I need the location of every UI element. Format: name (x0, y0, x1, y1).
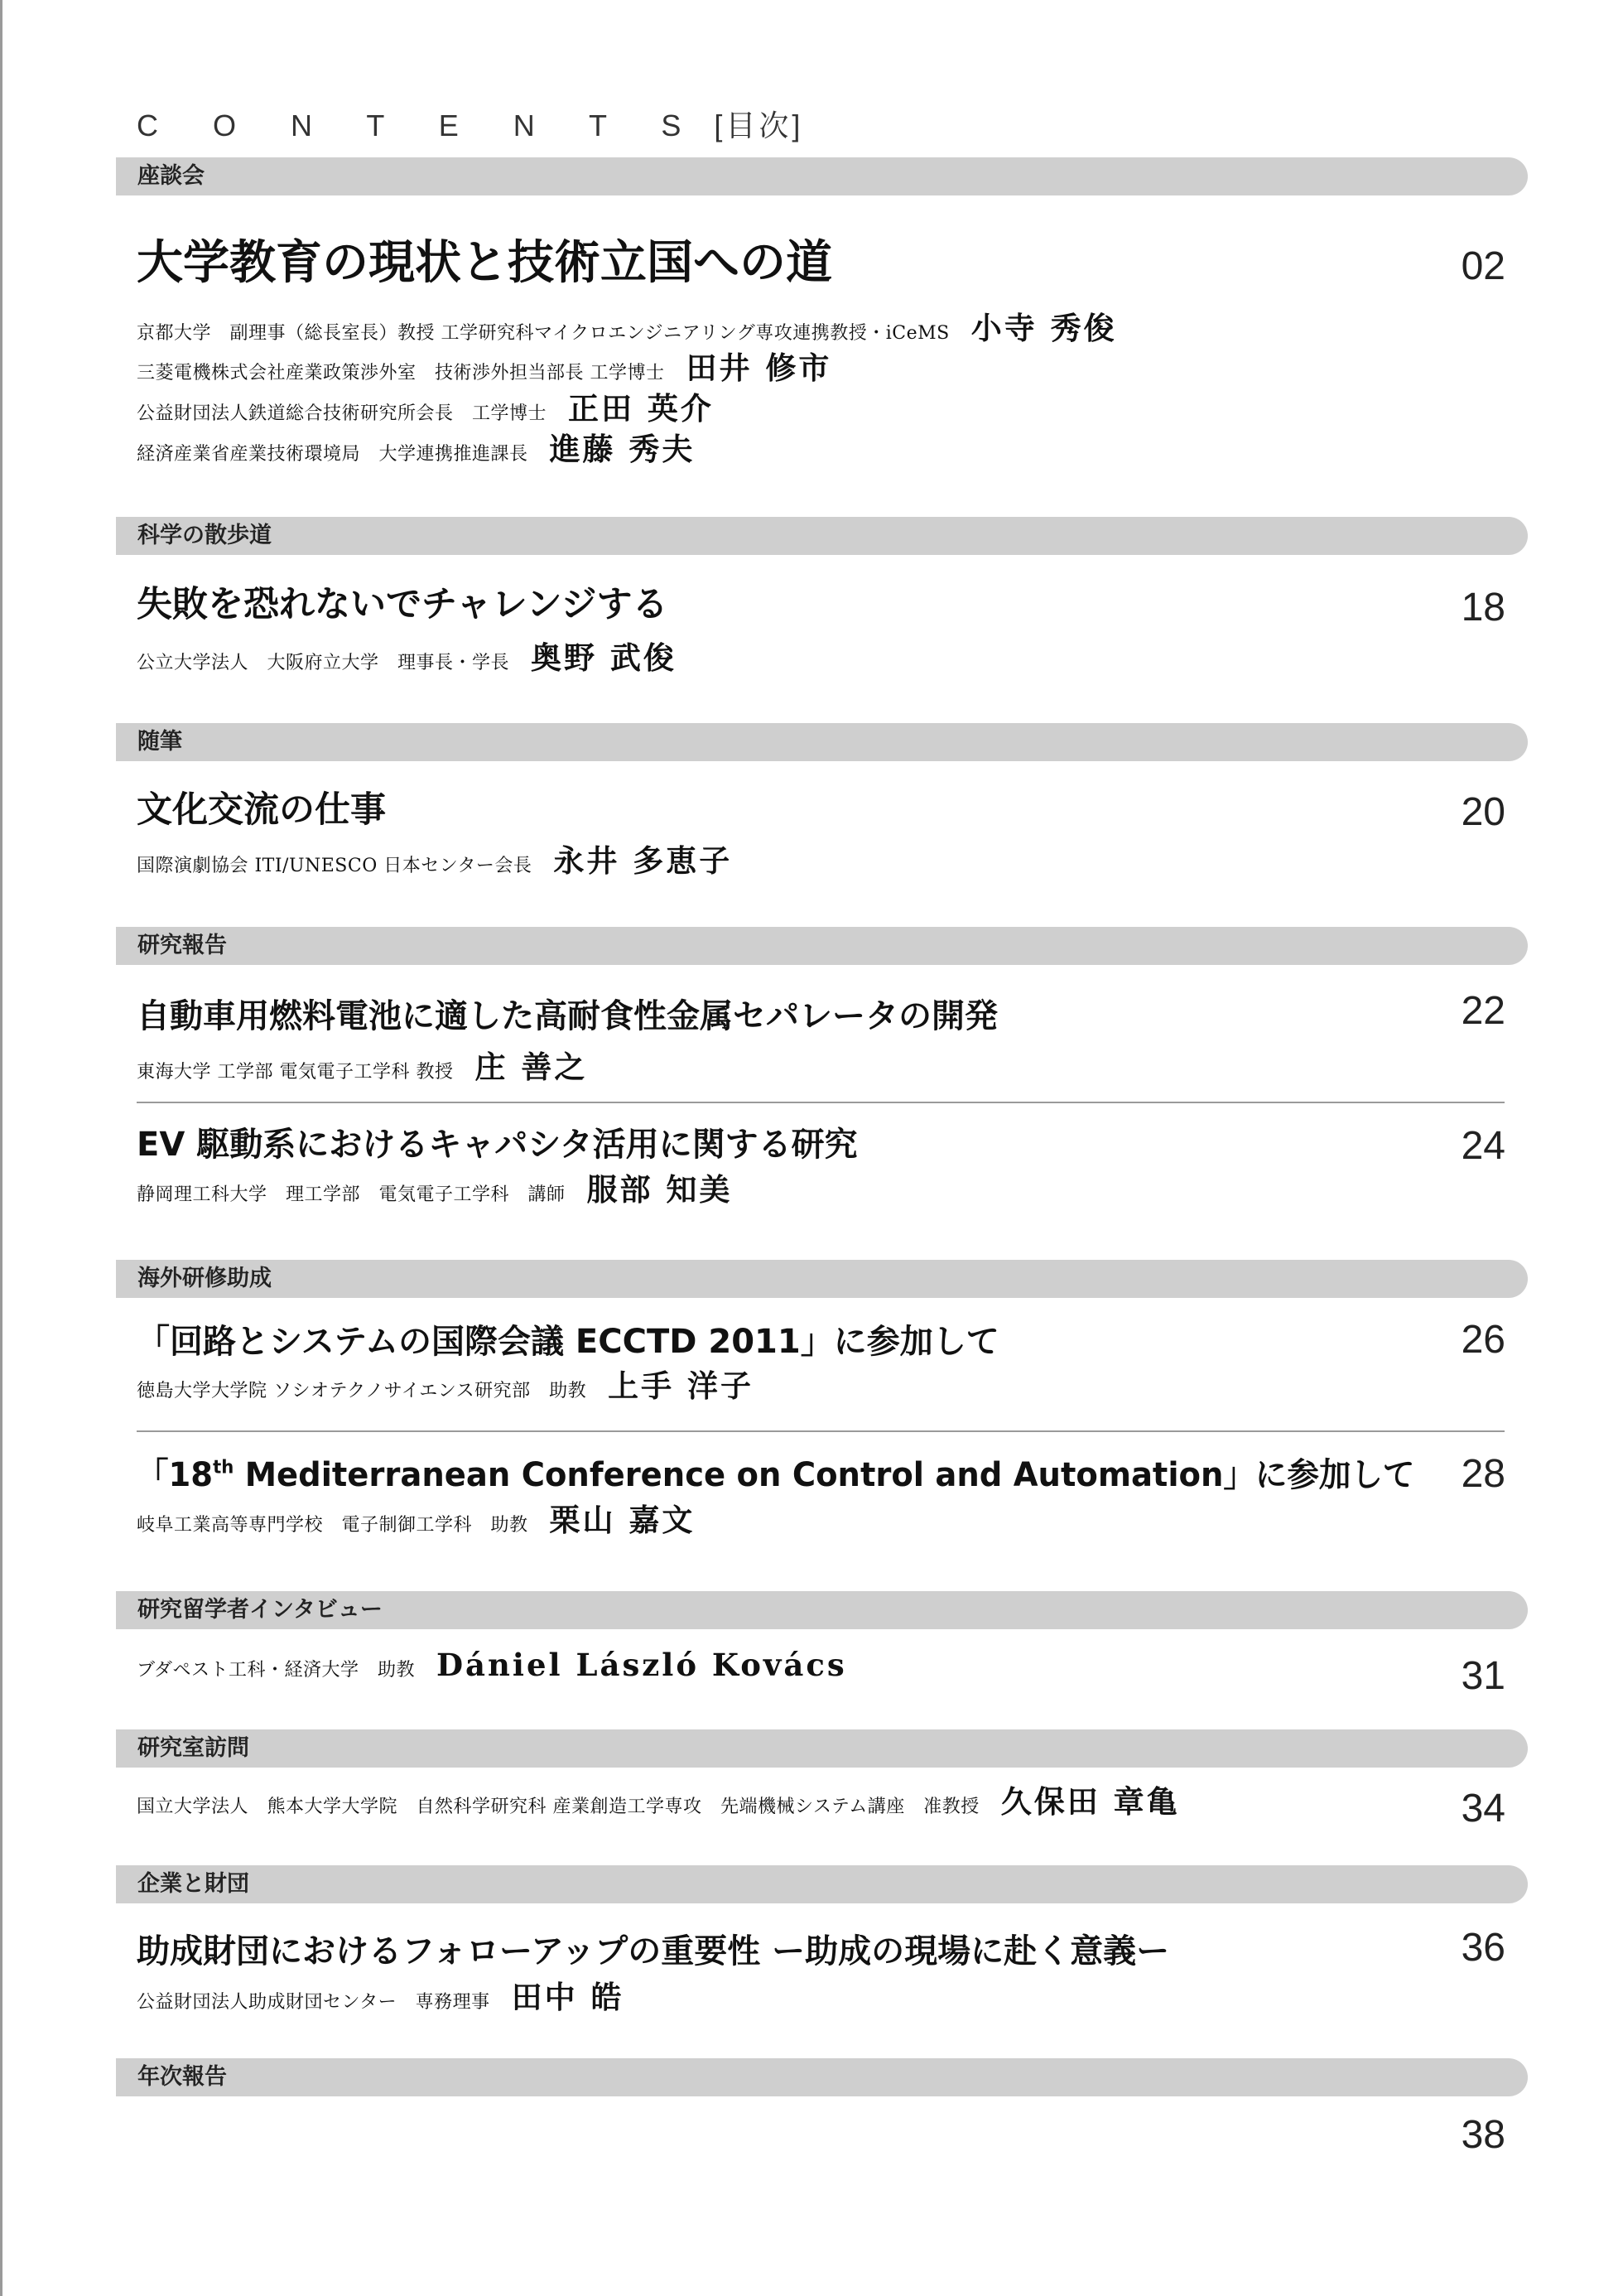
article-title-superscript: th (213, 1457, 234, 1478)
contents-heading (137, 111, 803, 141)
byline (137, 842, 733, 879)
section-label: 研究室訪問 (137, 1735, 249, 1761)
section-label: 海外研修助成 (137, 1266, 272, 1291)
article-title[interactable]: 文化交流の仕事 (137, 789, 386, 831)
byline (137, 1979, 624, 2015)
article-title-suffix: Mediterranean Conference on Control and Automation」に参加して (234, 1456, 1415, 1494)
byline (137, 350, 832, 386)
byline-name: 上手 洋子 (608, 1367, 754, 1404)
byline-name: 栗山 嘉文 (549, 1502, 696, 1538)
page-number[interactable]: 31 (1461, 1654, 1505, 1698)
byline-name: 服部 知美 (586, 1171, 733, 1208)
page-number[interactable]: 24 (1461, 1124, 1505, 1168)
byline-name: 田中 皓 (511, 1979, 624, 2015)
byline-affiliation: 東海大学 工学部 電気電子工学科 教授 (137, 1062, 454, 1083)
byline-name: 庄 善之 (474, 1049, 588, 1085)
byline-affiliation: 公益財団法人鉄道総合技術研究所会長 工学博士 (137, 403, 547, 424)
byline (137, 310, 1117, 346)
byline-affiliation: 国際演劇協会 ITI/UNESCO 日本センター会長 (137, 856, 532, 876)
byline-name: 久保田 章亀 (1000, 1783, 1180, 1820)
byline (137, 1049, 588, 1085)
byline-name: 永井 多恵子 (553, 842, 733, 879)
page-number[interactable]: 20 (1461, 790, 1505, 834)
contents-heading-text: C O N T E N T S (137, 109, 705, 142)
article-title[interactable]: 助成財団におけるフォローアップの重要性 ー助成の現場に赴く意義ー (137, 1932, 1170, 1970)
page-number[interactable]: 38 (1461, 2113, 1505, 2157)
byline-affiliation: 静岡理工科大学 理工学部 電気電子工学科 講師 (137, 1184, 566, 1205)
section-header-kenkyushitsu-houmon (116, 1729, 1528, 1768)
article-title[interactable]: EV 駆動系におけるキャパシタ活用に関する研究 (137, 1126, 858, 1164)
page-number[interactable]: 36 (1461, 1926, 1505, 1970)
section-header-kenkyu-ryugakusha-interview (116, 1591, 1528, 1629)
byline-name: 田井 修市 (686, 350, 832, 386)
byline-name: 小寺 秀俊 (970, 310, 1117, 346)
byline-name: 正田 英介 (568, 390, 714, 427)
page-number[interactable]: 18 (1461, 586, 1505, 629)
entry-divider (137, 1430, 1505, 1432)
byline-affiliation: 徳島大学大学院 ソシオテクノサイエンス研究部 助教 (137, 1381, 587, 1401)
byline-name: Dániel László Kovács (436, 1647, 847, 1683)
byline-affiliation: 公益財団法人助成財団センター 専務理事 (137, 1992, 490, 2013)
article-title[interactable]: 大学教育の現状と技術立国への道 (137, 236, 832, 290)
page-number[interactable]: 34 (1461, 1787, 1505, 1831)
page-number[interactable]: 22 (1461, 989, 1505, 1033)
section-header-kigyo-to-zaidan (116, 1865, 1528, 1903)
byline-name: 進藤 秀夫 (549, 431, 696, 467)
section-label: 企業と財団 (137, 1871, 249, 1897)
byline-name: 奥野 武俊 (531, 639, 677, 676)
byline-affiliation: 京都大学 副理事（総長室長）教授 工学研究科マイクロエンジニアリング専攻連携教授・iCeMS (137, 323, 950, 344)
page-number[interactable]: 02 (1461, 244, 1505, 288)
byline (137, 1171, 733, 1208)
section-header-nenji-houkoku (116, 2058, 1528, 2096)
byline (137, 1367, 754, 1404)
byline-affiliation: 経済産業省産業技術環境局 大学連携推進課長 (137, 444, 528, 465)
section-label: 研究留学者インタビュー (137, 1597, 383, 1623)
article-title[interactable]: 「回路とシステムの国際会議 ECCTD 2011」に参加して (137, 1323, 999, 1361)
contents-heading-subtitle: [目次] (714, 109, 804, 142)
byline-affiliation: 国立大学法人 熊本大学大学院 自然科学研究科 産業創造工学専攻 先端機械システム講座 准教授 (137, 1797, 980, 1817)
byline-affiliation: 三菱電機株式会社産業政策渉外室 技術渉外担当部長 工学博士 (137, 363, 665, 383)
article-title-prefix: 「18 (137, 1456, 214, 1494)
entry-divider (137, 1102, 1505, 1103)
section-label: 年次報告 (137, 2064, 227, 2090)
byline-affiliation: 岐阜工業高等専門学校 電子制御工学科 助教 (137, 1515, 528, 1536)
section-label: 研究報告 (137, 933, 227, 958)
section-label: 座談会 (137, 163, 205, 189)
byline (137, 1502, 696, 1538)
article-title[interactable]: 自動車用燃料電池に適した高耐食性金属セパレータの開発 (137, 997, 998, 1035)
section-header-zadankai (116, 157, 1528, 195)
page-number[interactable]: 26 (1461, 1318, 1505, 1362)
byline-affiliation: 公立大学法人 大阪府立大学 理事長・学長 (137, 653, 510, 673)
byline (137, 1783, 1180, 1820)
section-header-kenkyu-houkoku (116, 927, 1528, 965)
byline (137, 431, 696, 467)
article-title[interactable] (137, 1456, 1415, 1494)
byline-affiliation: ブダペスト工科・経済大学 助教 (137, 1660, 415, 1681)
section-header-kaigai-kenshu-josei (116, 1260, 1528, 1298)
page-number[interactable]: 28 (1461, 1452, 1505, 1496)
section-label: 随筆 (137, 729, 182, 755)
section-header-kagaku-no-sanpomichi (116, 517, 1528, 555)
section-label: 科学の散歩道 (137, 523, 272, 548)
section-header-zuihitsu (116, 723, 1528, 761)
article-title[interactable]: 失敗を恐れないでチャレンジする (137, 584, 668, 625)
byline (137, 639, 677, 676)
byline (137, 390, 714, 427)
byline (137, 1647, 847, 1683)
page-edge (0, 0, 2, 2296)
